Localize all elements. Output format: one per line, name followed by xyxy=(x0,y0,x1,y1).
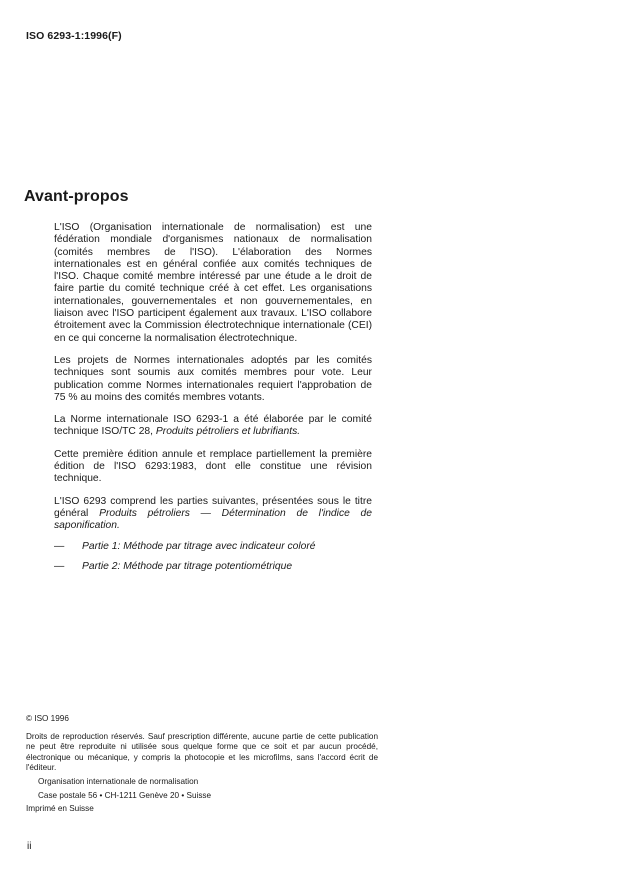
paragraph-edition: Cette première édition annule et remplace partiellement la première édition de l'ISO 6293:1983, dont elle constitue une révision technique. xyxy=(54,448,372,485)
part-2-label: Partie 2: Méthode par titrage potentiométrique xyxy=(82,560,293,572)
list-dash: — xyxy=(54,540,65,552)
copyright-notice: © ISO 1996 xyxy=(26,714,69,723)
page-number: ii xyxy=(27,841,32,852)
list-dash: — xyxy=(54,560,65,572)
parts-general-title: Produits pétroliers — Détermination de l'indice de saponification. xyxy=(54,507,372,532)
paragraph-committee xyxy=(54,414,372,439)
list-item xyxy=(54,561,372,573)
committee-text: La Norme internationale ISO 6293-1 a été élaborée par le comité technique ISO/TC 28, xyxy=(54,414,372,438)
parts-intro-text: L'ISO 6293 comprend les parties suivantes, présentées sous le titre général xyxy=(54,495,372,519)
section-title: Avant-propos xyxy=(24,188,129,205)
paragraph-parts xyxy=(54,496,372,533)
organization-name: Organisation internationale de normalisation xyxy=(38,776,199,786)
printed-in: Imprimé en Suisse xyxy=(26,804,94,814)
part-1-label: Partie 1: Méthode par titrage avec indicateur coloré xyxy=(82,540,316,552)
committee-title: Produits pétroliers et lubrifiants. xyxy=(155,426,301,438)
paragraph-iso-intro: L'ISO (Organisation internationale de normalisation) est une fédération mondiale d'organismes nationaux de normalisation (comités membres de l'ISO). L'élaboration des Normes internationales est en général confiée aux comités techniques de l'ISO. Chaque comité membre intéressé par une étude a le droit de faire partie du comité technique créé à cet effet. Les organisations internationales, gouvernementales et non gouvernementales, en liaison avec l'ISO participent également aux travaux. L'ISO collabore étroitement avec la Commission électrotechnique internationale (CEI) en ce qui concerne la normalisation électrotechnique. xyxy=(54,222,372,344)
organization-address: Case postale 56 • CH-1211 Genève 20 • Suisse xyxy=(38,790,212,800)
copyright-block xyxy=(26,714,378,815)
list-item xyxy=(54,541,372,553)
document-header: ISO 6293-1:1996(F) xyxy=(26,30,122,42)
copyright-rights: Droits de reproduction réservés. Sauf prescription différente, aucune partie de cette publication ne peut être reproduite ni utilisée sous quelque forme que ce soit et par aucun procédé, électronique ou mécanique, y compris la photocopie et les microfilms, sans l'accord écrit de l'éditeur. xyxy=(26,731,378,773)
paragraph-voting: Les projets de Normes internationales adoptés par les comités techniques sont soumis aux comités membres pour vote. Leur publication comme Normes internationales requiert l'approbation de 75 % au moins des comités membres votants. xyxy=(54,354,372,403)
foreword-body xyxy=(54,222,372,581)
